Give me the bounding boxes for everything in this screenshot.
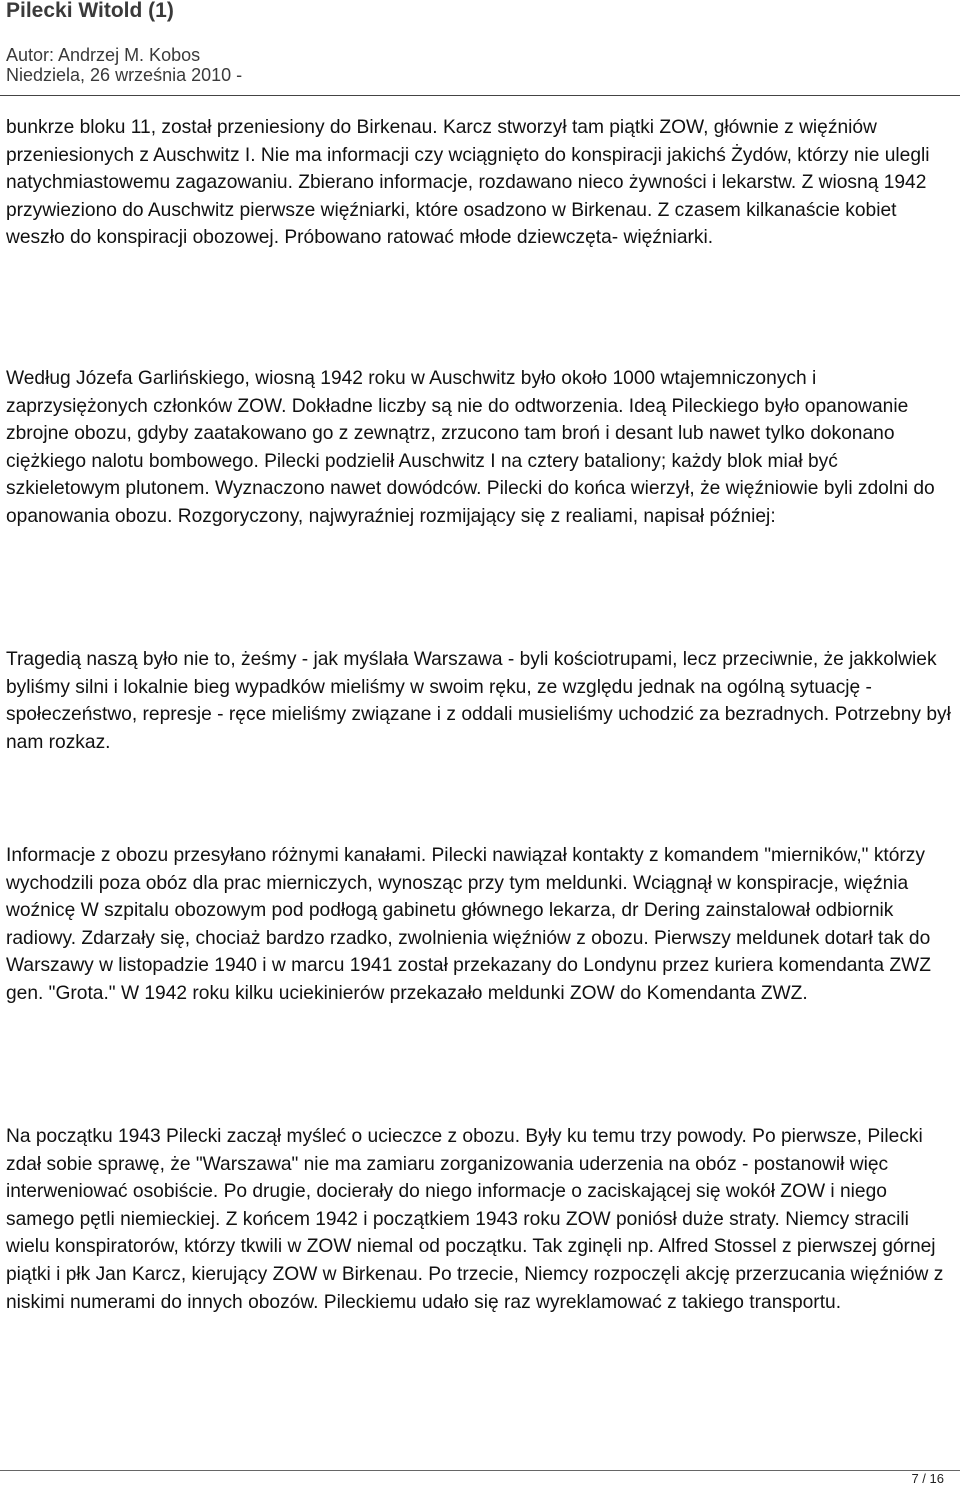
page-number: 7 / 16 bbox=[911, 1471, 944, 1486]
paragraph: bunkrze bloku 11, został przeniesiony do Birkenau. Karcz stworzył tam piątki ZOW, głównie z więźniów przeniesionych z Auschwitz I. Nie ma informacji czy wciągnięto do konspiracji jakichś Żydów, którzy nie ulegli natychmiastowemu zagazowaniu. Zbierano informacje, rozdawano nieco żywności i lekarstw. Z wiosną 1942 przywieziono do Auschwitz pierwsze więźniarki, które osadzono w Birkenau. Z czasem kilkanaście kobiet weszło do konspiracji obozowej. Próbowano ratować młode dziewczęta- więźniarki. bbox=[6, 117, 930, 249]
paragraph: Informacje z obozu przesyłano różnymi kanałami. Pilecki nawiązał kontakty z komandem "mierników," którzy wychodzili poza obóz dla prac mierniczych, wynosząc przy tym meldunki. Wciągnął w konspiracje, więźnia woźnicę W szpitalu obozowym pod podłogą gabinetu głównego lekarza, dr Dering zainstalował odbiornik radiowy. Zdarzały się, chociaż bardzo rzadko, zwolnienia więźniów z obozu. Pierwszy meldunek dotarł tak do Warszawy w listopadzie 1940 i w marcu 1941 został przekazany do Londynu przez kuriera komendanta ZWZ gen. "Grota." W 1942 roku kilku uciekinierów przekazało meldunki ZOW do Komendanta ZWZ. bbox=[6, 845, 931, 1004]
date-line: Niedziela, 26 września 2010 - bbox=[6, 65, 243, 85]
footer-divider bbox=[0, 1470, 960, 1471]
document-title: Pilecki Witold (1) bbox=[6, 0, 174, 22]
paragraph: Według Józefa Garlińskiego, wiosną 1942 roku w Auschwitz było około 1000 wtajemniczonych i zaprzysiężonych członków ZOW. Dokładne liczby są nie do odtworzenia. Ideą Pileckiego było opanowanie zbrojne obozu, gdyby zaatakowano go z zewnątrz, zrzucono tam broń i desant lub nawet tylko dokonano ciężkiego nalotu bombowego. Pilecki podzielił Auschwitz I na cztery bataliony; każdy blok miał być szkieletowym plutonem. Wyznaczono nawet dowódców. Pilecki do końca wierzył, że więźniowie byli zdolni do opanowania obozu. Rozgoryczony, najwyraźniej rozmijający się z realiami, napisał później: bbox=[6, 368, 935, 527]
quote-paragraph: Tragedią naszą było nie to, żeśmy - jak myślała Warszawa - byli kościotrupami, lecz przeciwnie, że jakkolwiek byliśmy silni i lokalnie bieg wypadków mieliśmy w swoim ręku, ze względu jednak na ogólną sytuację - społeczeństwo, represje - ręce mieliśmy związane i z oddali musieliśmy uchodzić za bezradnych. Potrzebny był nam rozkaz. bbox=[6, 649, 951, 753]
page-header bbox=[0, 0, 960, 96]
author-line: Autor: Andrzej M. Kobos bbox=[6, 45, 201, 65]
paragraph: Na początku 1943 Pilecki zaczął myśleć o ucieczce z obozu. Były ku temu trzy powody. Po pierwsze, Pilecki zdał sobie sprawę, że "Warszawa" nie ma zamiaru zorganizowania uderzenia na obóz - postanowił więc interweniować osobiście. Po drugie, docierały do niego informacje o zaciskającej się wokół ZOW i niego samego pętli niemieckiej. Z końcem 1942 i początkiem 1943 roku ZOW poniósł duże straty. Niemcy stracili wielu konspiratorów, którzy tkwili w ZOW niemal od początku. Tak zginęli np. Alfred Stossel z pierwszej górnej piątki i płk Jan Karcz, kierujący ZOW w Birkenau. Po trzecie, Niemcy rozpoczęli akcję przerzucania więźniów z niskimi numerami do innych obozów. Pileckiemu udało się raz wyreklamować z takiego transportu. bbox=[6, 1126, 944, 1313]
header-divider bbox=[0, 95, 960, 96]
